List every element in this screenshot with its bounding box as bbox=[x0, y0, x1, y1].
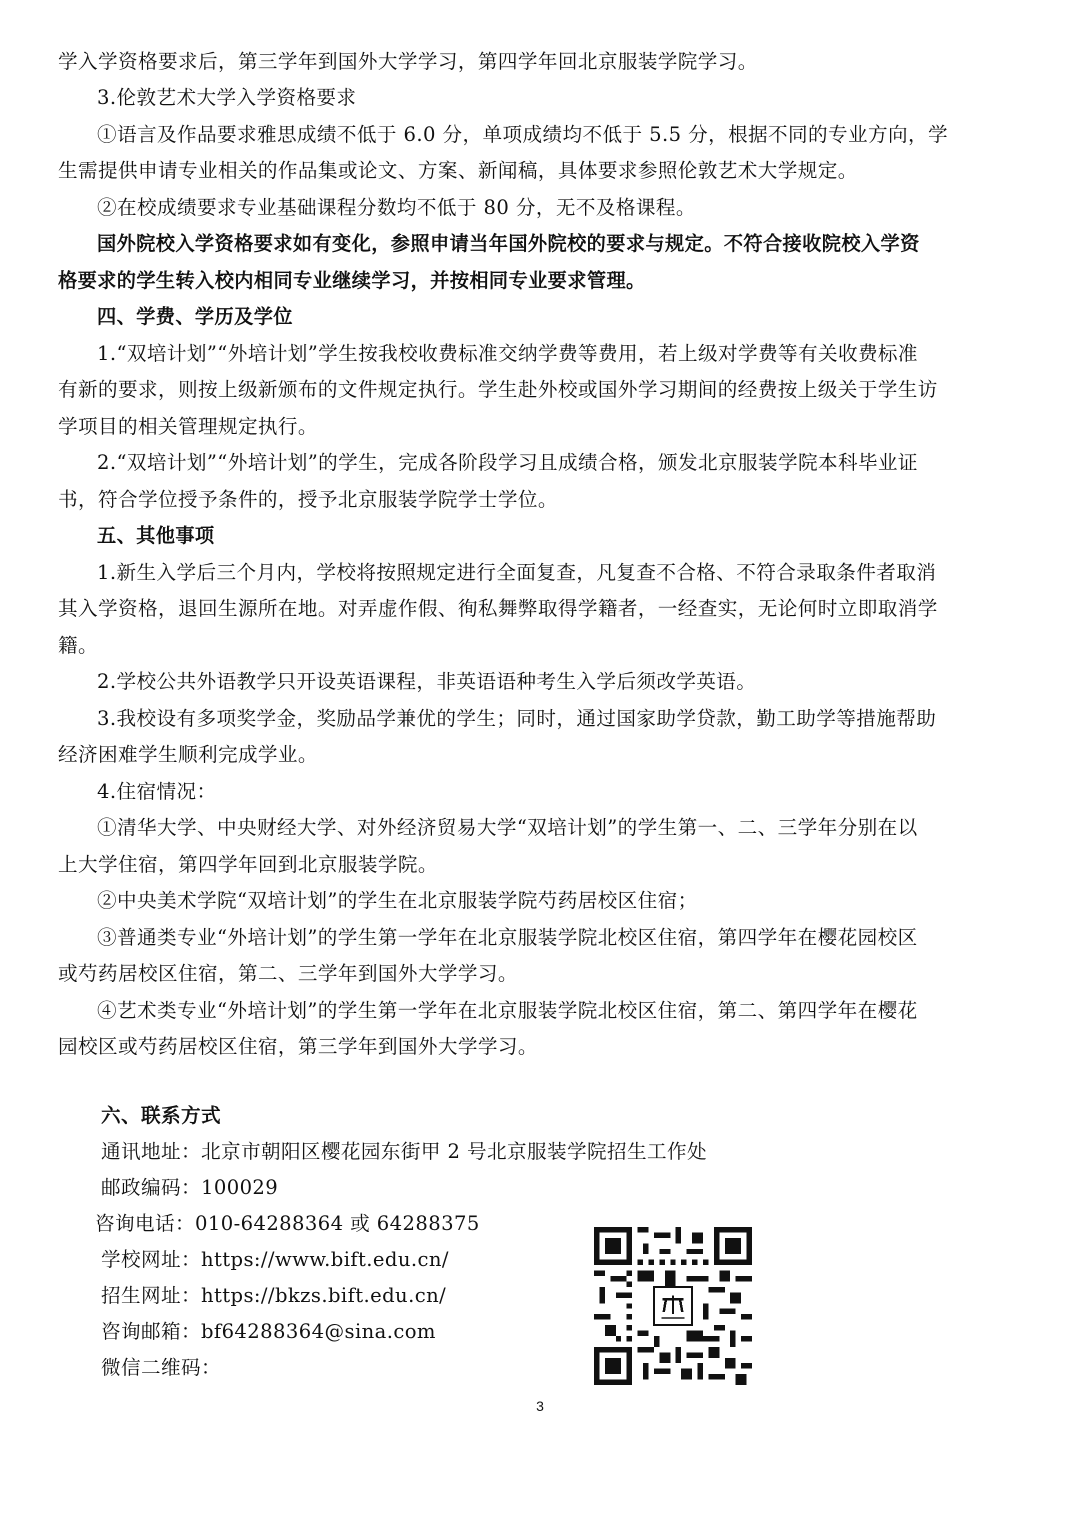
paragraph-line: 3.我校设有多项奖学金，奖励品学兼优的学生；同时，通过国家助学贷款，勤工助学等措施帮助 bbox=[97, 707, 937, 730]
paragraph-line: 经济困难学生顺利完成学业。 bbox=[58, 743, 318, 766]
paragraph-line: 2.学校公共外语教学只开设英语课程，非英语语种考生入学后须改学英语。 bbox=[97, 670, 757, 693]
paragraph-line: 其入学资格，退回生源所在地。对弄虚作假、徇私舞弊取得学籍者，一经查实，无论何时立即取消学 bbox=[58, 597, 938, 620]
contact-email-link[interactable]: 咨询邮箱：bf64288364@sina.com bbox=[101, 1320, 436, 1343]
paragraph-line: 籍。 bbox=[58, 634, 98, 657]
paragraph-line: 有新的要求，则按上级新颁布的文件规定执行。学生赴外校或国外学习期间的经费按上级关于学生访 bbox=[58, 378, 938, 401]
paragraph-line: 1.“双培计划”“外培计划”学生按我校收费标准交纳学费等费用，若上级对学费等有关收费标准 bbox=[97, 342, 918, 365]
paragraph-line: 1.新生入学后三个月内，学校将按照规定进行全面复查，凡复查不合格、不符合录取条件者取消 bbox=[97, 561, 937, 584]
wechat-qr-label: 微信二维码： bbox=[101, 1356, 221, 1379]
paragraph-line: 2.“双培计划”“外培计划”的学生，完成各阶段学习且成绩合格，颁发北京服装学院本科毕业证 bbox=[97, 451, 918, 474]
section-heading-contact: 六、联系方式 bbox=[101, 1104, 221, 1127]
paragraph-line: ②在校成绩要求专业基础课程分数均不低于 80 分，无不及格课程。 bbox=[97, 196, 696, 219]
contact-address: 通讯地址：北京市朝阳区樱花园东街甲 2 号北京服装学院招生工作处 bbox=[101, 1140, 707, 1163]
section-heading-fees: 四、学费、学历及学位 bbox=[97, 305, 293, 328]
page-number: 3 bbox=[536, 1398, 544, 1414]
paragraph-line: 学项目的相关管理规定执行。 bbox=[58, 415, 318, 438]
paragraph-line: 4.住宿情况： bbox=[97, 780, 217, 803]
paragraph-line: ③普通类专业“外培计划”的学生第一学年在北京服装学院北校区住宿，第四学年在樱花园校区 bbox=[97, 926, 918, 949]
admission-website-link[interactable]: 招生网址：https://bkzs.bift.edu.cn/ bbox=[101, 1284, 447, 1307]
paragraph-line: 学入学资格要求后，第三学年到国外大学学习，第四学年回北京服装学院学习。 bbox=[58, 50, 758, 73]
paragraph-line: ②中央美术学院“双培计划”的学生在北京服装学院芍药居校区住宿； bbox=[97, 889, 698, 912]
paragraph-line: 生需提供申请专业相关的作品集或论文、方案、新闻稿，具体要求参照伦敦艺术大学规定。 bbox=[58, 159, 858, 182]
paragraph-line: 书，符合学位授予条件的，授予北京服装学院学士学位。 bbox=[58, 488, 558, 511]
paragraph-line: 园校区或芍药居校区住宿，第三学年到国外大学学习。 bbox=[58, 1035, 538, 1058]
subheading-london-arts: 3.伦敦艺术大学入学资格要求 bbox=[97, 86, 357, 109]
contact-postcode: 邮政编码：100029 bbox=[101, 1176, 279, 1199]
paragraph-line: ①清华大学、中央财经大学、对外经济贸易大学“双培计划”的学生第一、二、三学年分别在以 bbox=[97, 816, 918, 839]
paragraph-line: ①语言及作品要求雅思成绩不低于 6.0 分，单项成绩均不低于 5.5 分，根据不同的专业方向，学 bbox=[97, 123, 948, 146]
paragraph-line: 上大学住宿，第四学年回到北京服装学院。 bbox=[58, 853, 438, 876]
bold-notice-line: 国外院校入学资格要求如有变化，参照申请当年国外院校的要求与规定。不符合接收院校入学资 bbox=[97, 232, 920, 255]
school-website-link[interactable]: 学校网址：https://www.bift.edu.cn/ bbox=[101, 1248, 449, 1271]
paragraph-line: ④艺术类专业“外培计划”的学生第一学年在北京服装学院北校区住宿，第二、第四学年在樱花 bbox=[97, 999, 918, 1022]
contact-phone: 咨询电话：010-64288364 或 64288375 bbox=[95, 1212, 480, 1235]
section-heading-other: 五、其他事项 bbox=[97, 524, 215, 547]
bold-notice-line: 格要求的学生转入校内相同专业继续学习，并按相同专业要求管理。 bbox=[58, 269, 646, 292]
paragraph-line: 或芍药居校区住宿，第二、三学年到国外大学学习。 bbox=[58, 962, 518, 985]
wechat-qr-code bbox=[594, 1225, 752, 1387]
